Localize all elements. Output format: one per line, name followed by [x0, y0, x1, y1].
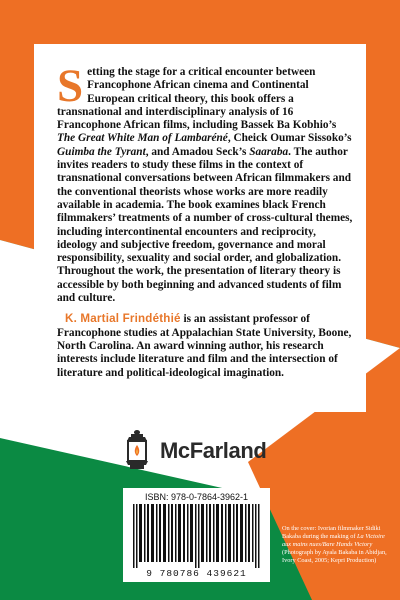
- barcode-area: [123, 488, 270, 582]
- caption-film-title: La Victoire aux mains nues/Bare Hands Victory: [282, 533, 385, 548]
- book-description: [57, 60, 355, 305]
- barcode: [129, 504, 264, 568]
- caption-text: (Photograph by Ayala Bakaba in Abidjan, Ivory Coast, 2005; Kepri Production): [282, 549, 387, 564]
- author-bio: [57, 312, 355, 379]
- film-title: Saaraba: [249, 145, 289, 158]
- publisher-logo: [120, 428, 300, 472]
- description-text: , Cheick Oumar Sissoko’s: [227, 132, 352, 145]
- isbn-label: ISBN: 978-0-7864-3962-1: [144, 492, 249, 502]
- film-title: Guimba the Tyrant: [57, 145, 146, 158]
- description-text: etting the stage for a critical encounter between Francophone African cinema and Continental European critical theory, this book offers a transnational and interdisciplinary analysis of 16 Francophone African films, including Bassek Ba Kobhio’s: [57, 66, 337, 132]
- author-name: K. Martial Frindéthié: [65, 312, 181, 326]
- drop-cap: S: [57, 60, 84, 112]
- lantern-icon: [120, 428, 154, 472]
- description-text: . The author invites readers to study these films in the context of transnational conversations between African filmmakers and the conventional theorists whose works are more readily available in academia. The book examines black French filmmakers’ treatments of a number of cross-cultural themes, including intercontinental encounters and reciprocity, ideology and subjective freedom, governance and moral responsibility, sexuality and social order, and globalization. Throughout the work, the presentation of literary theory is accessible by both beginning and advanced students of film and culture.: [57, 145, 353, 305]
- description-panel: [34, 44, 366, 412]
- caption-text: On the cover: Ivorian filmmaker Sidiki Bakaba during the making of: [282, 525, 381, 540]
- barcode-digits: 9 780786 439621: [146, 568, 247, 579]
- description-text: , and Amadou Seck’s: [145, 145, 250, 158]
- publisher-name: McFarland: [160, 438, 267, 463]
- cover-caption: [282, 525, 394, 565]
- film-title: The Great White Man of Lambaréné: [57, 132, 228, 145]
- author-bio-text: is an assistant professor of Francophone studies at Appalachian State University, Boone, North Carolina. An award winning author, his research interests include literature and film and the intersection of literature and political-ideological imagination.: [57, 313, 352, 379]
